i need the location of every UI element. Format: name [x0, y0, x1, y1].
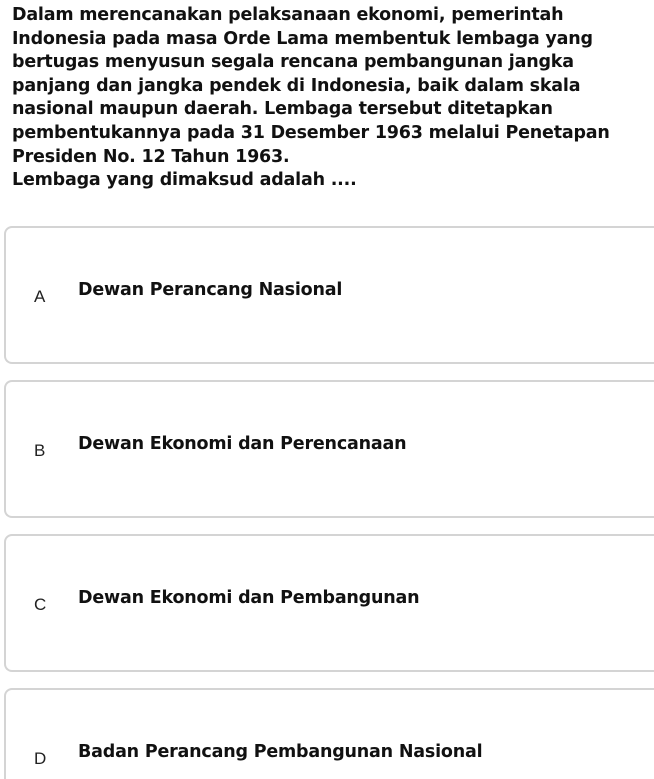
option-label: Dewan Ekonomi dan Pembangunan — [78, 588, 420, 608]
question-body: Dalam merencanakan pelaksanaan ekonomi, pemerintah Indonesia pada masa Orde Lama membentuk lembaga yang bertugas menyusun segala rencana pembangunan jangka panjang dan jangka pendek di Indonesia, baik dalam skala nasional maupun daerah. Lembaga tersebut ditetapkan pembentukannya pada 31 Desember 1963 melalui Penetapan Presiden No. 12 Tahun 1963. — [12, 5, 610, 167]
option-label: Badan Perancang Pembangunan Nasional — [78, 742, 483, 762]
answer-options — [4, 226, 654, 779]
question-text — [12, 4, 648, 193]
option-d[interactable] — [4, 688, 654, 779]
option-letter: C — [34, 595, 47, 614]
option-letter: D — [34, 749, 47, 768]
option-b[interactable] — [4, 380, 654, 518]
option-letter: A — [34, 287, 46, 306]
option-a[interactable] — [4, 226, 654, 364]
option-label: Dewan Perancang Nasional — [78, 280, 343, 300]
option-letter: B — [34, 441, 46, 460]
option-c[interactable] — [4, 534, 654, 672]
question-prompt: Lembaga yang dimaksud adalah .... — [12, 170, 357, 191]
option-label: Dewan Ekonomi dan Perencanaan — [78, 434, 407, 454]
